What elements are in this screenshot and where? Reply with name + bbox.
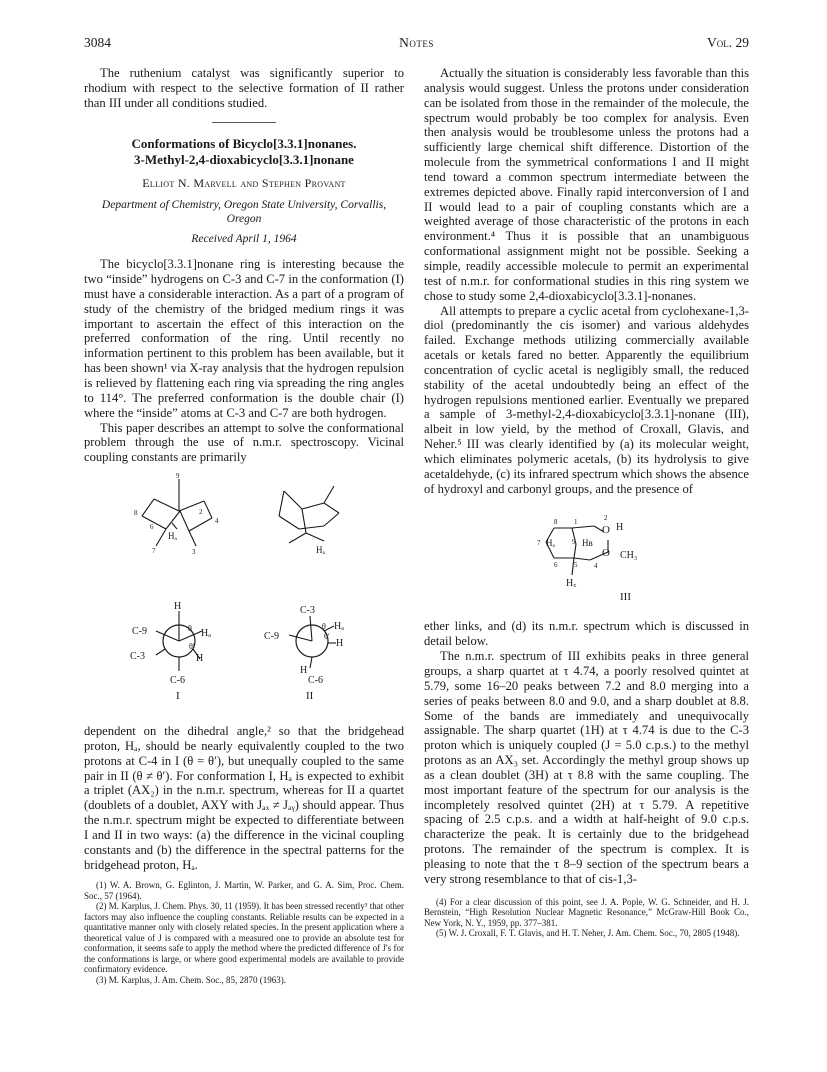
newman-II-h-bottom: H (300, 665, 308, 677)
newman-I-theta-prime: θ′ (189, 642, 195, 652)
iii-c8: 8 (554, 518, 558, 527)
body-paragraph-2: This paper describes an attempt to solve the conformational problem through the use of n.m.r. spectroscopy. Vicinal coupling constants are primarily (84, 420, 404, 465)
newman-II-c3: C-3 (300, 605, 315, 617)
structure-III (424, 500, 749, 615)
label-c2: 2 (199, 508, 203, 517)
conformation-drawings (84, 471, 404, 716)
conformation-figure (84, 471, 404, 716)
received-date: Received April 1, 1964 (191, 233, 297, 246)
newman-II-c6: C-6 (308, 675, 323, 687)
newman-II-theta: θ (322, 622, 326, 632)
iii-h: H (616, 522, 624, 534)
section-divider (212, 122, 276, 123)
left-column (84, 66, 404, 985)
newman-I-theta: θ (188, 624, 192, 634)
iii-c7: 7 (537, 539, 541, 548)
iii-o2-num: 2 (604, 514, 608, 523)
footnote-1: (1) W. A. Brown, G. Eglinton, J. Martin, W. Parker, and G. A. Sim, Proc. Chem. Soc., 57 (1964). (84, 880, 404, 901)
newman-I-h-bottom: H (196, 653, 204, 665)
label-c6: 6 (150, 523, 154, 532)
label-c3: 3 (192, 548, 196, 557)
newman-II-ha: Hₐ (334, 621, 344, 633)
newman-II (264, 605, 344, 702)
newman-I-ha: Hₐ (201, 628, 211, 640)
newman-II-h-right: H (336, 638, 344, 650)
section-name: Notes (399, 35, 434, 50)
iii-hb: Hʙ (582, 538, 593, 549)
structure-III-drawing (424, 500, 749, 615)
newman-I-c6: C-6 (170, 675, 185, 687)
authors: Elliot N. Marvell and Stephen Provant (142, 175, 346, 190)
running-header (84, 35, 749, 55)
iii-c6: 6 (554, 561, 558, 570)
iii-o2: O (602, 524, 610, 537)
right-paragraph-1: Actually the situation is considerably less favorable than this analysis would suggest. Unless the protons under consideration can be isolated from those in the remainder of the molecule, the spectrum would probably be too complex for analysis. Even then analysis would be troublesome unless the protons had a sufficiently large chemical shift difference. Distortion of the molecule from the symmetrical conformations I and II might tend toward a common spectrum intermediate between the extremes depicted above. Finally rapid interconversion of I and II would lead to a pair of coupling constants which are a weighted average of those characteristic of the protons in each environment.⁴ Thus it is possible that an unambiguous conformational assignment might not be possible. Seeking a simple, readily accessible molecule to permit an experimental test of n.m.r. for conformational studies in this ring system we chose to study some 2,4-dioxabicyclo[3.3.1]-nonanes. (424, 66, 749, 303)
newman-I (130, 601, 211, 702)
volume: Vol. 29 (707, 35, 749, 50)
body-paragraph-3: dependent on the dihedral angle,² so that the bridgehead proton, Hₐ, should be nearly equivalently coupled to the two protons at C-4 in I (θ = θ′), but unequally coupled to the same pair in II (θ ≠ θ′). For conformation I, Hₐ is expected to exhibit a triplet (AX₂) in the n.m.r. spectrum, whereas for II a quartet (doublets of a doublet, AXY with Jₐₓ ≠ Jₐᵧ) should appear. Thus the n.m.r. spectrum might be expected to differentiate between I and II in two ways: (a) the difference in the vicinal coupling constants and (b) the difference in the spectral patterns for the bridgehead proton, Hₐ. (84, 724, 404, 872)
page-number: 3084 (84, 35, 111, 50)
label-c4: 4 (215, 517, 219, 526)
iii-c1: 1 (574, 518, 578, 527)
body-paragraph-1: The bicyclo[3.3.1]nonane ring is interesting because the two “inside” hydrogens on C-3 and C-7 in the conformation (I) must have a considerable interaction. As a part of a program of study of the chemistry of the bridged medium rings it was important to ascertain the effect of this interaction on the preferred conformation of the ring. Until recently no information pertinent to this problem has been available, but it has been shown¹ via X-ray analysis that the hydrogen repulsion is relieved by flattening each ring via spreading the ring angles to 114°. The preferred conformation is the double chair (I) where the “inside” atoms at C-3 and C-7 are both hydrogen. (84, 257, 404, 420)
label-ha-II: Hₐ (316, 545, 325, 556)
label-ha-I: Hₐ (168, 531, 177, 542)
newman-I-c9: C-9 (132, 626, 147, 638)
newman-I-h-top: H (174, 601, 182, 613)
iii-hx: Hₓ (566, 578, 577, 590)
iii-c9: 9 (572, 538, 576, 547)
newman-I-c3: C-3 (130, 651, 145, 663)
right-paragraph-2: All attempts to prepare a cyclic acetal from cyclohexane-1,3-diol (predominantly the cis isomer) and various aldehydes failed. Exchange methods utilizing commercially available acetals or ketals fared no better. Apparently the equilibrium concentration of cyclic acetal is negligibly small, the reduced stability of the acetal undoubtedly being an effect of the hydrogen repulsions mentioned earlier. Eventually we prepared a sample of 3-methyl-2,4-dioxabicyclo[3.3.1]-nonane (III), albeit in low yield, by the method of Croxall, Glavis, and Neher.⁵ III was clearly identified by (a) its molecular weight, which eliminates polymeric acetals, (b) its hydrolysis to give acetaldehyde, (c) its infrared spectrum which shows the absence of hydroxyl and carbonyl groups, and the presence of (424, 303, 749, 496)
label-c8: 8 (134, 509, 138, 518)
article-title (84, 136, 404, 168)
label-c9: 9 (176, 472, 180, 481)
right-column (424, 66, 749, 939)
right-paragraph-4: The n.m.r. spectrum of III exhibits peaks in three general groups, a sharp quartet at τ 4.74, a poorly resolved quintet at 5.79, some 16–20 peaks between 7.2 and 8.0 merging into a series of peaks between 8.0 and 9.0, and a sharp doublet at 8.8. Some of the bands are immediately and unequivocally assignable. The sharp quartet (1H) at τ 4.74 is due to the C-3 proton which is uniquely coupled (J = 5.0 c.p.s.) to the methyl protons as an AX₃ set. Accordingly the methyl group shows up as a clean doublet (3H) at τ 8.8 with the same coupling. The most important feature of the spectrum for our analysis is the incompletely resolved quintet (2H) at τ 5.79. A repetitive spacing of 2.5 c.p.s. and a width at half-height of 9.0 c.p.s. characterize the peak. It is certainly due to the bridgehead protons. The remainder of the spectrum is complex. It is pleasing to note that the τ 8–9 section of the spectrum bears a very strong resemblance to that of cis-1,3- (424, 649, 749, 886)
newman-II-label: II (306, 690, 314, 703)
footnote-5: (5) W. J. Croxall, F. T. Glavis, and H. T. Neher, J. Am. Chem. Soc., 70, 2805 (1948). (436, 928, 740, 939)
affiliation: Department of Chemistry, Oregon State University, Corvallis, Oregon (101, 199, 387, 226)
footnote-2: (2) M. Karplus, J. Chem. Phys. 30, 11 (1959). It has been stressed recently³ that other factors may also influence the coupling constants. Reliable results can be expected in a quantitative manner only with closely related species. In the present application where a theoretical value of J is compared with a measured one to provide an absolute test for conformation, it seems safe to apply the method where the predicted difference of J's for the conformations is large, or where good experimental models are available to provide confirmatory evidence. (84, 901, 404, 975)
iii-label: III (620, 591, 631, 604)
newman-II-c9: C-9 (264, 631, 279, 643)
iii-c5: 5 (574, 561, 578, 570)
iii-c4: 4 (594, 562, 598, 571)
footnotes-left (84, 880, 404, 985)
title-line-2: 3-Methyl-2,4-dioxabicyclo[3.3.1]nonane (134, 151, 354, 167)
intro-paragraph: The ruthenium catalyst was significantly superior to rhodium with respect to the selective formation of II rather than III under all conditions studied. (84, 66, 404, 110)
structure-II-skeleton (279, 486, 339, 543)
newman-I-label: I (176, 690, 180, 703)
label-c7: 7 (152, 547, 156, 556)
right-paragraph-3: ether links, and (d) its n.m.r. spectrum which is discussed in detail below. (424, 619, 749, 649)
title-line-1: Conformations of Bicyclo[3.3.1]nonanes. (131, 135, 357, 151)
newman-II-theta-prime: θ′ (324, 632, 330, 642)
iii-o4: O (602, 547, 610, 560)
footnote-4: (4) For a clear discussion of this point, see J. A. Pople, W. G. Schneider, and H. J. Bernstein, “High Resolution Nuclear Magnetic Resonance,” McGraw-Hill Book Co., New York, N. Y., 1959, pp. 377–381. (424, 896, 749, 928)
footnote-3: (3) M. Karplus, J. Am. Chem. Soc., 85, 2870 (1963). (96, 974, 286, 985)
footnotes-right (424, 897, 749, 939)
iii-ch3: CH₃ (620, 550, 638, 562)
iii-ha: Hₐ (546, 538, 555, 549)
